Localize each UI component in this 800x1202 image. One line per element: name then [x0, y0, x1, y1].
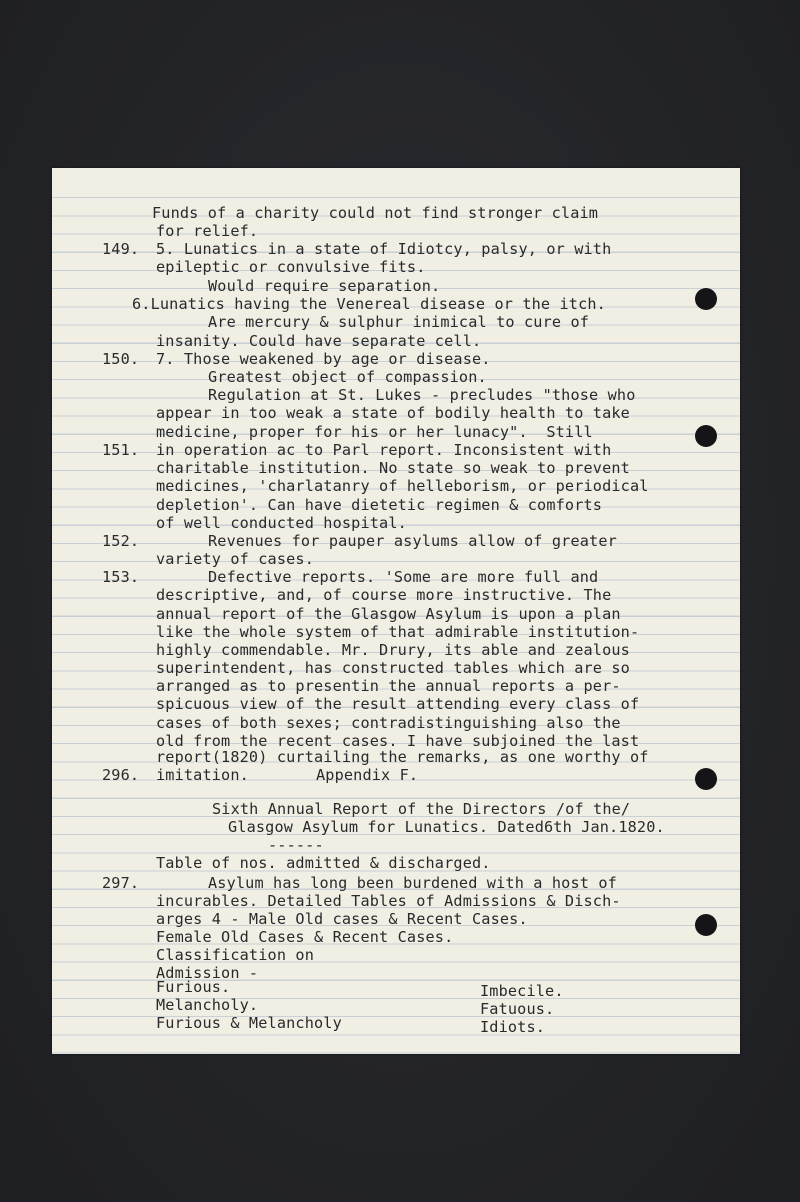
text-line: report(1820) curtailing the remarks, as one worthy of	[156, 748, 649, 766]
margin-number: 152.	[102, 532, 140, 550]
text-line: for relief.	[156, 222, 259, 240]
text-line: of well conducted hospital.	[156, 514, 407, 532]
text-line: 6.Lunatics having the Venereal disease or the itch.	[132, 295, 606, 313]
text-line: Furious & Melancholy	[156, 1014, 342, 1032]
text-line: Asylum has long been burdened with a host of	[208, 874, 617, 892]
text-line: Appendix F.	[316, 766, 419, 784]
margin-number: 296.	[102, 766, 140, 784]
text-line: superintendent, has constructed tables which are so	[156, 659, 630, 677]
text-line: descriptive, and, of course more instructive. The	[156, 586, 612, 604]
margin-number: 150.	[102, 350, 140, 368]
typewritten-page	[52, 168, 740, 1054]
text-line: 5. Lunatics in a state of Idiotcy, palsy, or with	[156, 240, 612, 258]
text-line: spicuous view of the result attending every class of	[156, 695, 640, 713]
text-line: in operation ac to Parl report. Inconsistent with	[156, 441, 612, 459]
text-line: incurables. Detailed Tables of Admissions & Disch-	[156, 892, 621, 910]
punch-hole-icon	[695, 914, 717, 936]
text-line: annual report of the Glasgow Asylum is upon a plan	[156, 605, 621, 623]
text-line: Would require separation.	[208, 277, 441, 295]
text-line: appear in too weak a state of bodily health to take	[156, 404, 630, 422]
punch-hole-icon	[695, 425, 717, 447]
text-line: arges 4 - Male Old cases & Recent Cases.	[156, 910, 528, 928]
text-line: depletion'. Can have dietetic regimen & comforts	[156, 496, 603, 514]
text-line: like the whole system of that admirable institution-	[156, 623, 640, 641]
text-line: Greatest object of compassion.	[208, 368, 487, 386]
text-line: Revenues for pauper asylums allow of greater	[208, 532, 617, 550]
text-line: insanity. Could have separate cell.	[156, 332, 482, 350]
text-line: Idiots.	[480, 1018, 546, 1036]
text-line: charitable institution. No state so weak to prevent	[156, 459, 630, 477]
text-line: highly commendable. Mr. Drury, its able and zealous	[156, 641, 630, 659]
text-line: Funds of a charity could not find stronger claim	[152, 204, 599, 222]
text-line: Female Old Cases & Recent Cases.	[156, 928, 454, 946]
text-line: Regulation at St. Lukes - precludes "those who	[208, 386, 636, 404]
text-line: medicines, 'charlatanry of helleborism, or periodical	[156, 477, 649, 495]
text-line: ------	[268, 836, 324, 854]
text-line: arranged as to presentin the annual reports a per-	[156, 677, 621, 695]
text-line: Classification on	[156, 946, 314, 964]
text-line: Glasgow Asylum for Lunatics. Dated6th Jan.1820.	[228, 818, 665, 836]
text-line: Furious.	[156, 978, 231, 996]
margin-number: 153.	[102, 568, 140, 586]
text-line: variety of cases.	[156, 550, 314, 568]
text-line: medicine, proper for his or her lunacy". Still	[156, 423, 593, 441]
text-line: old from the recent cases. I have subjoined the last	[156, 732, 640, 750]
text-line: Are mercury & sulphur inimical to cure of	[208, 313, 590, 331]
text-line: epileptic or convulsive fits.	[156, 258, 426, 276]
margin-number: 149.	[102, 240, 140, 258]
punch-hole-icon	[695, 288, 717, 310]
text-line: imitation.	[156, 766, 249, 784]
punch-hole-icon	[695, 768, 717, 790]
text-line: Defective reports. 'Some are more full and	[208, 568, 599, 586]
text-line: Admission -	[156, 964, 259, 982]
text-line: Fatuous.	[480, 1000, 555, 1018]
margin-number: 151.	[102, 441, 140, 459]
text-line: Table of nos. admitted & discharged.	[156, 854, 491, 872]
text-line: cases of both sexes; contradistinguishing also the	[156, 714, 621, 732]
text-line: Imbecile.	[480, 982, 564, 1000]
text-line: Sixth Annual Report of the Directors /of the/	[212, 800, 631, 818]
text-line: 7. Those weakened by age or disease.	[156, 350, 491, 368]
text-line: Melancholy.	[156, 996, 259, 1014]
margin-number: 297.	[102, 874, 140, 892]
